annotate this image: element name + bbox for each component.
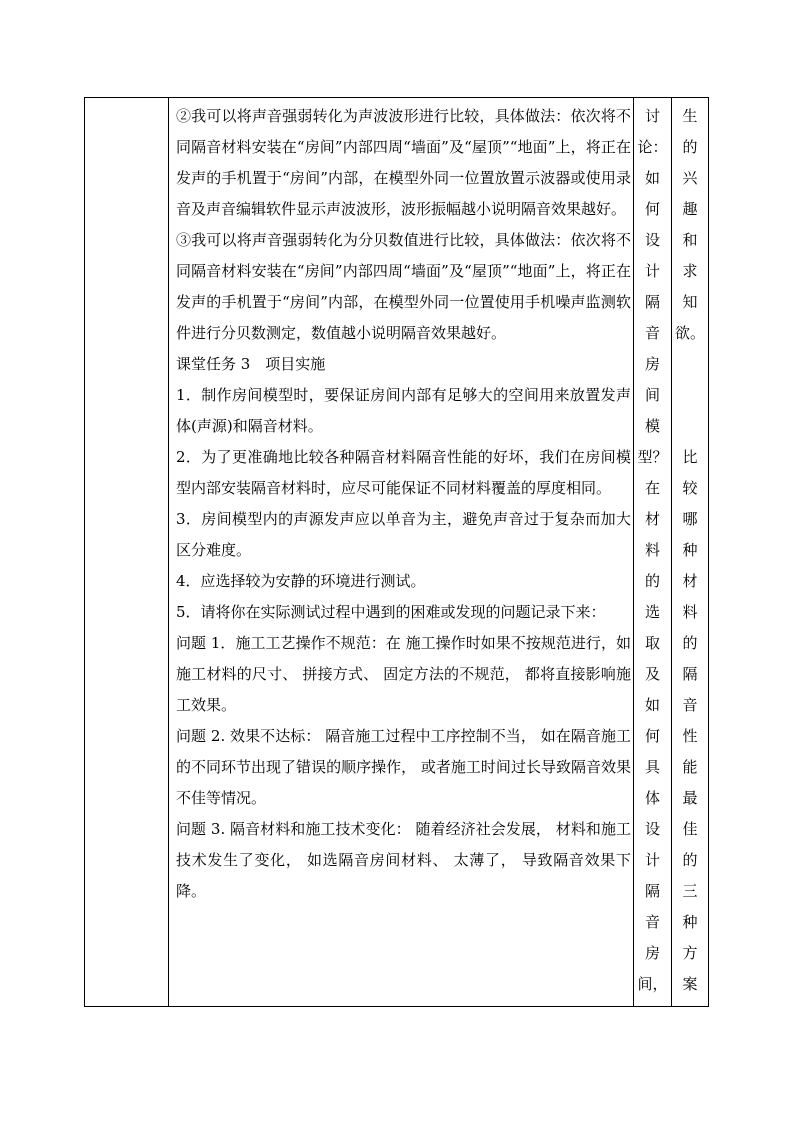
- vertical-char: 及: [644, 665, 660, 683]
- vertical-char: 种: [682, 541, 698, 559]
- table-row: [85, 98, 709, 1007]
- discussion-cell: [634, 98, 672, 1007]
- vertical-char: 的: [682, 634, 698, 652]
- vertical-char: 何: [644, 200, 660, 218]
- purpose-cell: [672, 98, 709, 1007]
- discussion-vertical-text: [634, 98, 671, 1000]
- vertical-char: 音: [644, 324, 660, 342]
- vertical-char: 在: [644, 479, 660, 497]
- vertical-char: 设: [644, 820, 660, 838]
- vertical-char: 取: [644, 634, 660, 652]
- vertical-char: 的: [682, 138, 698, 156]
- empty-left-cell: [85, 98, 169, 1007]
- vertical-char: 计: [644, 851, 660, 869]
- paragraph: 1．制作房间模型时，要保证房间内部有足够大的空间用来放置发声体(声源)和隔音材料。: [176, 386, 631, 435]
- vertical-char: 哪: [682, 510, 698, 528]
- paragraph: 3．房间模型内的声源发声应以单音为主，避免声音过于复杂而加大区分难度。: [176, 510, 631, 559]
- vertical-char: 趣: [682, 200, 698, 218]
- purpose-vertical-text: [672, 98, 708, 1000]
- vertical-char: 隔: [682, 665, 698, 683]
- vertical-char: 模: [644, 417, 660, 435]
- paragraph: 2．为了更准确地比较各种隔音材料隔音性能的好坏，我们在房间模型内部安装隔音材料时，应尽可能保证不同材料覆盖的厚度相同。: [176, 448, 631, 497]
- vertical-char: 房: [644, 944, 660, 962]
- vertical-char: 方: [682, 944, 698, 962]
- vertical-char: 兴: [682, 169, 698, 187]
- paragraph: 4．应选择较为安静的环境进行测试。: [176, 572, 426, 590]
- vertical-char: 比: [682, 448, 698, 466]
- vertical-char: 具: [644, 758, 660, 776]
- vertical-char: 选: [644, 603, 660, 621]
- paragraph: 5．请将你在实际测试过程中遇到的困难或发现的问题记录下来：: [176, 603, 606, 621]
- paragraph: 问题 3. 隔音材料和施工技术变化： 随着经济社会发展， 材料和施工技术发生了变化， 如选隔音房间材料、 太薄了， 导致隔音效果下降。: [176, 820, 631, 900]
- vertical-char: 案: [682, 975, 698, 993]
- vertical-char: 音: [682, 696, 698, 714]
- vertical-char: 如: [644, 169, 660, 187]
- vertical-char: 最: [682, 789, 698, 807]
- vertical-char: 材: [644, 510, 660, 528]
- vertical-char: 欲。: [674, 324, 705, 342]
- vertical-char: 的: [682, 851, 698, 869]
- paragraph: ②我可以将声音强弱转化为声波波形进行比较，具体做法：依次将不同隔音材料安装在“房间”内部四周“墙面”及“屋顶”“地面”上，将正在发声的手机置于“房间”内部，在模型外同一位置放置示波器或使用录音及声音编辑软件显示声波波形，波形振幅越小说明隔音效果越好。: [176, 107, 631, 218]
- vertical-gap: [672, 411, 708, 442]
- vertical-char: 体: [644, 789, 660, 807]
- vertical-char: 生: [682, 107, 698, 125]
- vertical-gap: [672, 349, 708, 380]
- lesson-table: [84, 97, 709, 1007]
- vertical-char: 材: [682, 572, 698, 590]
- paragraph: 课堂任务 3 项目实施: [176, 355, 326, 373]
- vertical-char: 料: [644, 541, 660, 559]
- vertical-char: 和: [682, 231, 698, 249]
- activity-content: [169, 98, 633, 907]
- activity-content-cell: [169, 98, 634, 1007]
- vertical-char: 隔: [644, 293, 660, 311]
- vertical-char: 型？: [637, 448, 668, 466]
- vertical-char: 音: [644, 913, 660, 931]
- vertical-char: 种: [682, 913, 698, 931]
- vertical-char: 何: [644, 727, 660, 745]
- vertical-char: 计: [644, 262, 660, 280]
- vertical-char: 佳: [682, 820, 698, 838]
- vertical-char: 论：: [637, 138, 668, 156]
- vertical-char: 三: [682, 882, 698, 900]
- vertical-char: 较: [682, 479, 698, 497]
- vertical-char: 知: [682, 293, 698, 311]
- vertical-char: 隔: [644, 882, 660, 900]
- vertical-char: 房: [644, 355, 660, 373]
- vertical-gap: [672, 380, 708, 411]
- vertical-char: 如: [644, 696, 660, 714]
- vertical-char: 性: [682, 727, 698, 745]
- vertical-char: 的: [644, 572, 660, 590]
- vertical-char: 间: [644, 386, 660, 404]
- vertical-char: 求: [682, 262, 698, 280]
- vertical-char: 能: [682, 758, 698, 776]
- paragraph: 问题 1．施工工艺操作不规范：在 施工操作时如果不按规范进行，如施工材料的尺寸、 拼接方式、 固定方法的不规范， 都将直接影响施工效果。: [176, 634, 631, 714]
- vertical-char: 料: [682, 603, 698, 621]
- paragraph: ③我可以将声音强弱转化为分贝数值进行比较，具体做法：依次将不同隔音材料安装在“房间”内部四周“墙面”及“屋顶”“地面”上，将正在发声的手机置于“房间”内部，在模型外同一位置使用手机噪声监测软件进行分贝数测定，数值越小说明隔音效果越好。: [176, 231, 631, 342]
- vertical-char: 间，: [637, 975, 668, 993]
- vertical-char: 讨: [644, 107, 660, 125]
- paragraph: 问题 2. 效果不达标： 隔音施工过程中工序控制不当， 如在隔音施工的不同环节出现了错误的顺序操作， 或者施工时间过长导致隔音效果不佳等情况。: [176, 727, 631, 807]
- vertical-char: 设: [644, 231, 660, 249]
